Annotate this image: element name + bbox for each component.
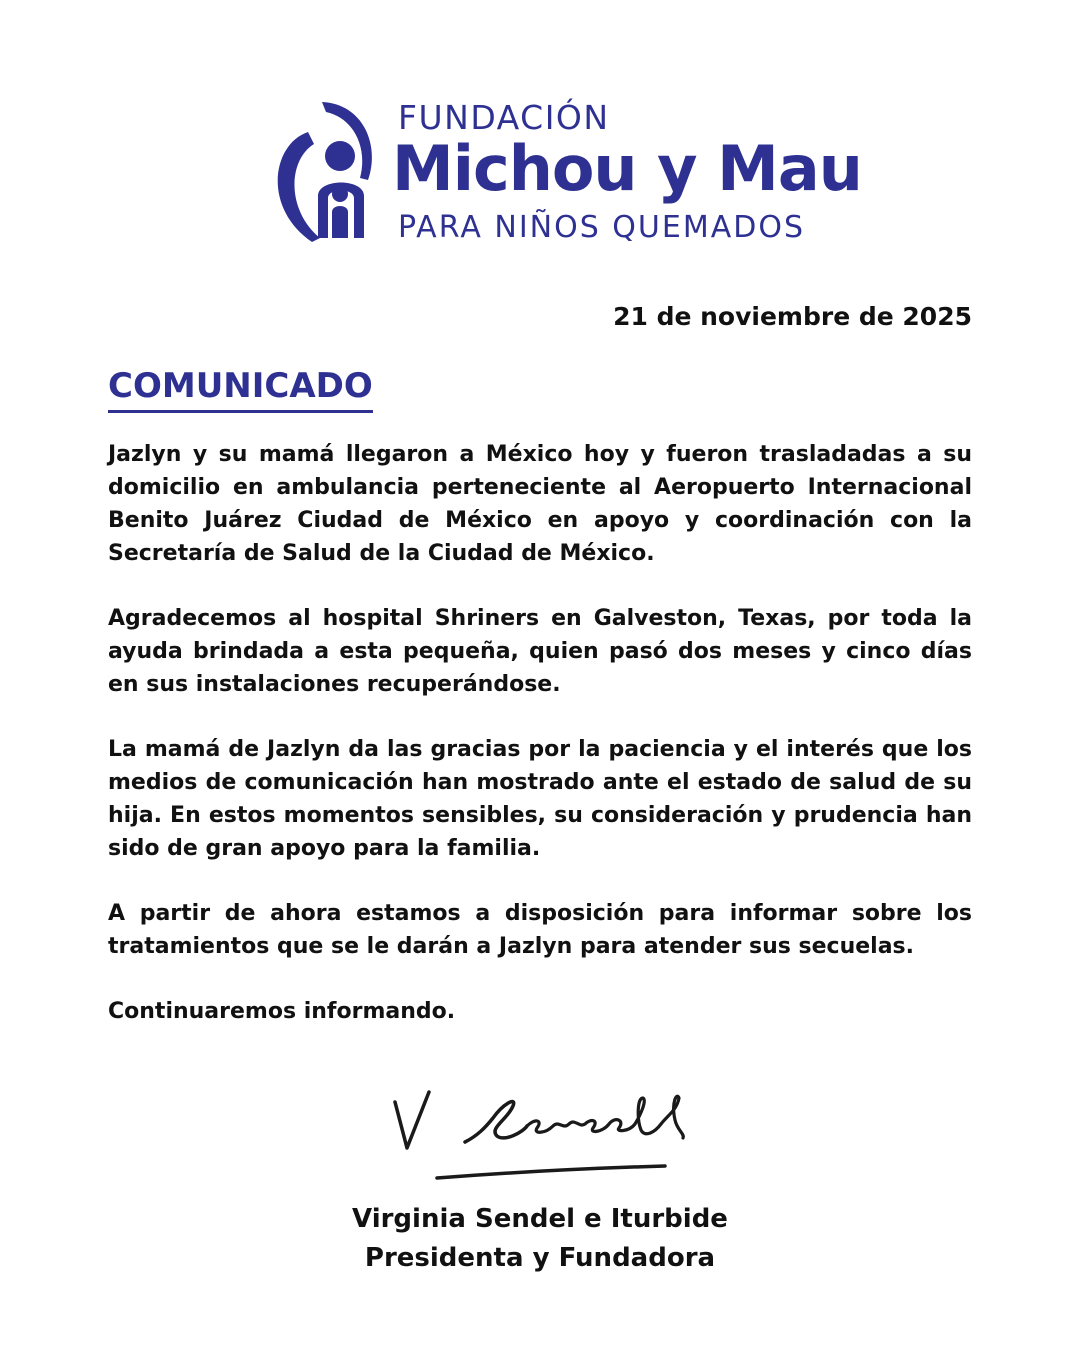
signer-title: Presidenta y Fundadora [364,1243,716,1273]
paragraph-3: La mamá de Jazlyn da las gracias por la paciencia y el interés que los medios de comunicación han mostrado ante el estado de salud de su hija. En estos momentos sensibles, su consideración y prudencia han sido de gran apoyo para la familia. [108,737,972,861]
paragraph-1: Jazlyn y su mamá llegaron a México hoy y fueron trasladadas a su domicilio en ambulancia perteneciente al Aeropuerto Internacional Benito Juárez Ciudad de México en apoyo y coordinación con la Secretaría de Salud de la Ciudad de México. [108,442,972,566]
foundation-logo-icon [268,98,380,244]
logo-text-name: Michou y Mau [392,132,862,205]
document-body [108,438,972,1060]
paragraph-2: Agradecemos al hospital Shriners en Galveston, Texas, por toda la ayuda brindada a esta pequeña, quien pasó dos meses y cinco días en sus instalaciones recuperándose. [108,606,972,697]
paragraph-5: Continuaremos informando. [108,999,456,1024]
logo-text-fundacion: FUNDACIÓN [398,98,610,137]
paragraph-4: A partir de ahora estamos a disposición para informar sobre los tratamientos que se le darán a Jazlyn para atender sus secuelas. [108,901,972,959]
foundation-logo [268,98,862,248]
signer-name: Virginia Sendel e Iturbide [352,1204,728,1234]
handwritten-signature [385,1080,695,1190]
logo-text-tagline: PARA NIÑOS QUEMADOS [398,210,805,245]
document-heading: COMUNICADO [108,366,373,413]
document-date: 21 de noviembre de 2025 [613,302,972,331]
